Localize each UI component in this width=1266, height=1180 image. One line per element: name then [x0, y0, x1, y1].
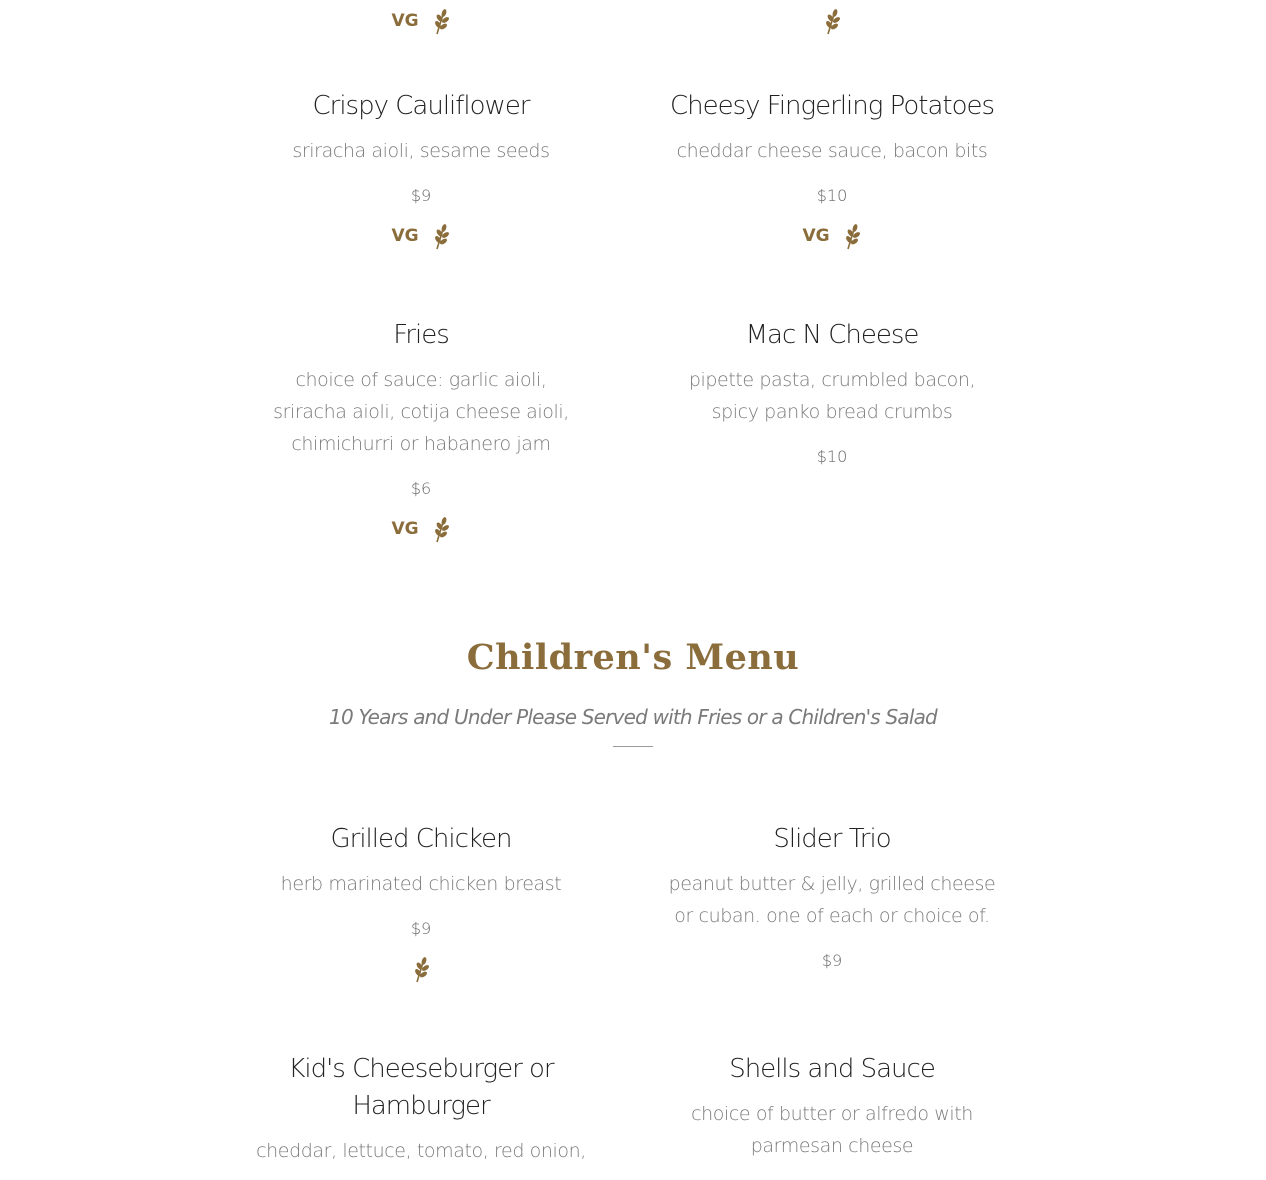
item-price: $10	[816, 447, 848, 466]
description-line: peanut butter & jelly, grilled cheese	[668, 873, 996, 895]
description-line: sriracha aioli, cotija cheese aioli,	[273, 401, 569, 423]
item-name: Crispy Cauliflower	[312, 91, 530, 121]
section-subtitle: 10 Years and Under Please Served with Fries or a Children's Salad	[329, 705, 937, 729]
item-description	[251, 364, 591, 460]
description-line: chimichurri or habanero jam	[291, 433, 551, 455]
item-description	[251, 1135, 591, 1167]
name-line: Kid's Cheeseburger or	[288, 1054, 554, 1084]
item-name	[251, 1051, 591, 1125]
menu-item	[662, 317, 1002, 467]
section-divider	[613, 746, 653, 747]
vegan-badge: VG	[802, 226, 830, 246]
name-line: Hamburger	[352, 1091, 490, 1121]
wheat-icon	[431, 7, 451, 35]
item-name: Fries	[393, 320, 449, 350]
description-line: or cuban. one of each or choice of.	[674, 905, 990, 927]
item-price: $9	[410, 919, 432, 938]
menu-item	[251, 88, 591, 251]
item-price: $6	[410, 479, 432, 498]
item-description: herb marinated chicken breast	[280, 873, 562, 895]
menu-item	[662, 88, 1002, 251]
vegan-badge: VG	[391, 226, 419, 246]
wheat-icon	[431, 515, 451, 543]
menu-item	[251, 1051, 591, 1167]
item-tags	[251, 221, 591, 251]
vegan-badge: VG	[391, 519, 419, 539]
item-name: Mac N Cheese	[745, 320, 919, 350]
item-price: $9	[821, 951, 843, 970]
wheat-icon	[431, 222, 451, 250]
description-line: cheddar, lettuce, tomato, red onion,	[256, 1140, 586, 1162]
description-line: choice of butter or alfredo with	[691, 1103, 973, 1125]
item-tags	[662, 221, 1002, 251]
menu-item	[251, 821, 591, 984]
item-tags	[251, 954, 591, 984]
description-line: spicy panko bread crumbs	[711, 401, 953, 423]
description-line: parmesan cheese	[750, 1135, 914, 1157]
item-tags	[662, 6, 1002, 36]
vegan-badge: VG	[391, 11, 419, 31]
item-description	[662, 364, 1002, 428]
item-tags	[251, 514, 591, 544]
item-name: Cheesy Fingerling Potatoes	[669, 91, 995, 121]
item-description: cheddar cheese sauce, bacon bits	[676, 140, 988, 162]
item-name: Shells and Sauce	[729, 1054, 935, 1084]
description-line: choice of sauce: garlic aioli,	[295, 369, 547, 391]
item-tags	[251, 6, 591, 36]
wheat-icon	[411, 955, 431, 983]
menu-item	[662, 821, 1002, 971]
item-description	[662, 1098, 1002, 1162]
menu-item	[251, 317, 591, 544]
description-line: pipette pasta, crumbled bacon,	[688, 369, 976, 391]
wheat-icon	[822, 7, 842, 35]
section-title: Children's Menu	[466, 637, 800, 678]
item-name: Slider Trio	[773, 824, 891, 854]
item-description	[662, 868, 1002, 932]
wheat-icon	[842, 222, 862, 250]
menu-item	[662, 1051, 1002, 1162]
item-description: sriracha aioli, sesame seeds	[292, 140, 550, 162]
item-price: $10	[816, 186, 848, 205]
item-name: Grilled Chicken	[330, 824, 512, 854]
item-price: $9	[410, 186, 432, 205]
